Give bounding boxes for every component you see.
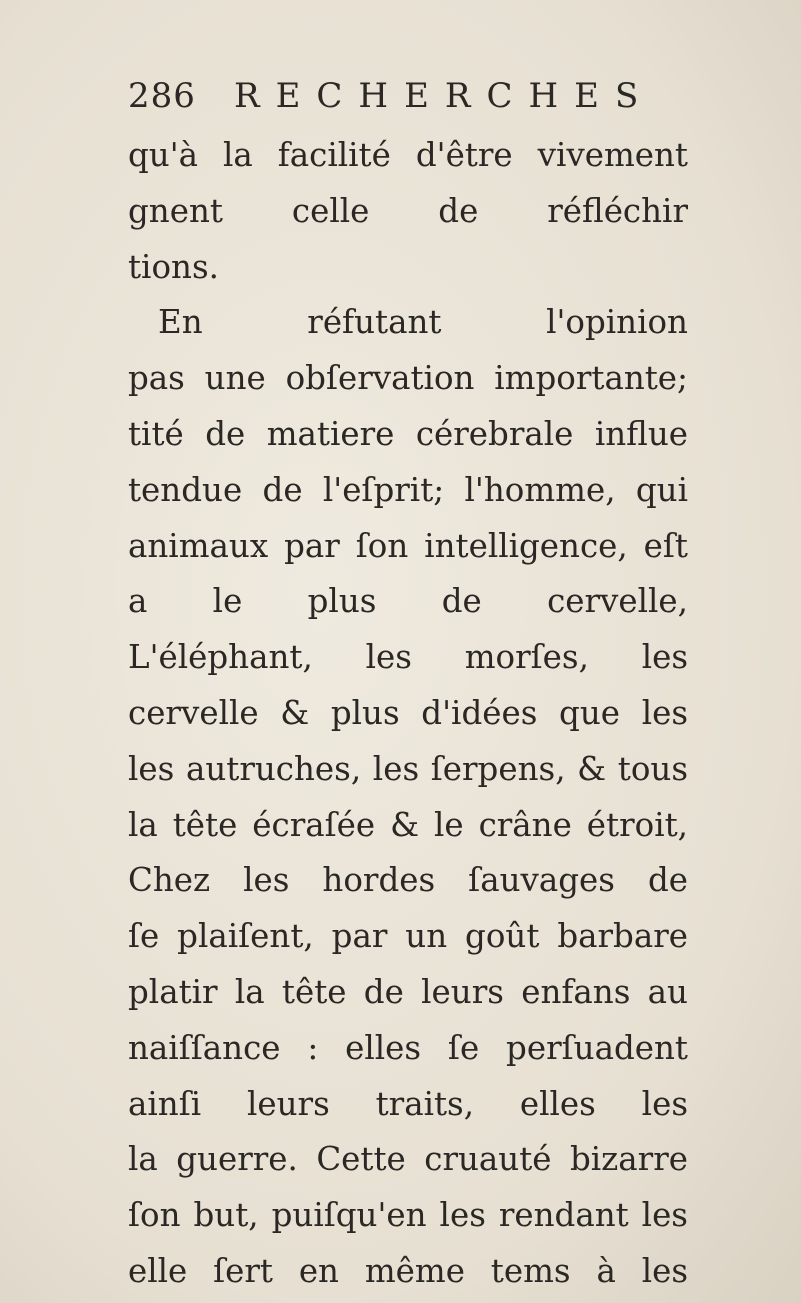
text-line: la guerre. Cette cruauté bizarre <box>128 1140 688 1179</box>
body-text <box>128 128 688 1303</box>
text-line: tendue de l'eſprit; l'homme, qui <box>128 470 688 509</box>
text-line: a le plus de cervelle, <box>128 582 688 621</box>
text-line: les autruches, les ſerpens, & tous <box>128 749 688 788</box>
text-line: En réfutant l'opinion <box>158 303 688 342</box>
text-line: gnent celle de réfléchir <box>128 191 688 230</box>
text-line: naiſſance : elles ſe perſuadent <box>128 1028 688 1067</box>
text-line: ſon but, puiſqu'en les rendant les <box>128 1196 688 1235</box>
text-line: animaux par ſon intelligence, eſt <box>128 526 688 565</box>
text-line: tité de matiere cérebrale influe <box>128 414 688 453</box>
running-head <box>128 76 688 122</box>
text-line: tions. <box>128 247 219 286</box>
text-line: ſe plaiſent, par un goût barbare <box>128 917 688 956</box>
text-line: cervelle & plus d'idées que les <box>128 693 688 732</box>
text-line: elle ſert en même tems à les <box>128 1251 688 1290</box>
text-line: qu'à la facilité d'être vivement <box>128 136 688 174</box>
text-line: platir la tête de leurs enfans au <box>128 972 688 1011</box>
text-line: la tête écraſée & le crâne étroit, <box>128 805 688 844</box>
page-number: 286 <box>128 76 196 116</box>
text-line: L'éléphant, les morſes, les <box>128 638 688 677</box>
text-line: Chez les hordes ſauvages de <box>128 861 688 900</box>
text-line: ainſi leurs traits, elles les <box>128 1084 688 1123</box>
running-title: RECHERCHES <box>234 76 655 116</box>
text-line: pas une obſervation importante; <box>128 359 688 398</box>
